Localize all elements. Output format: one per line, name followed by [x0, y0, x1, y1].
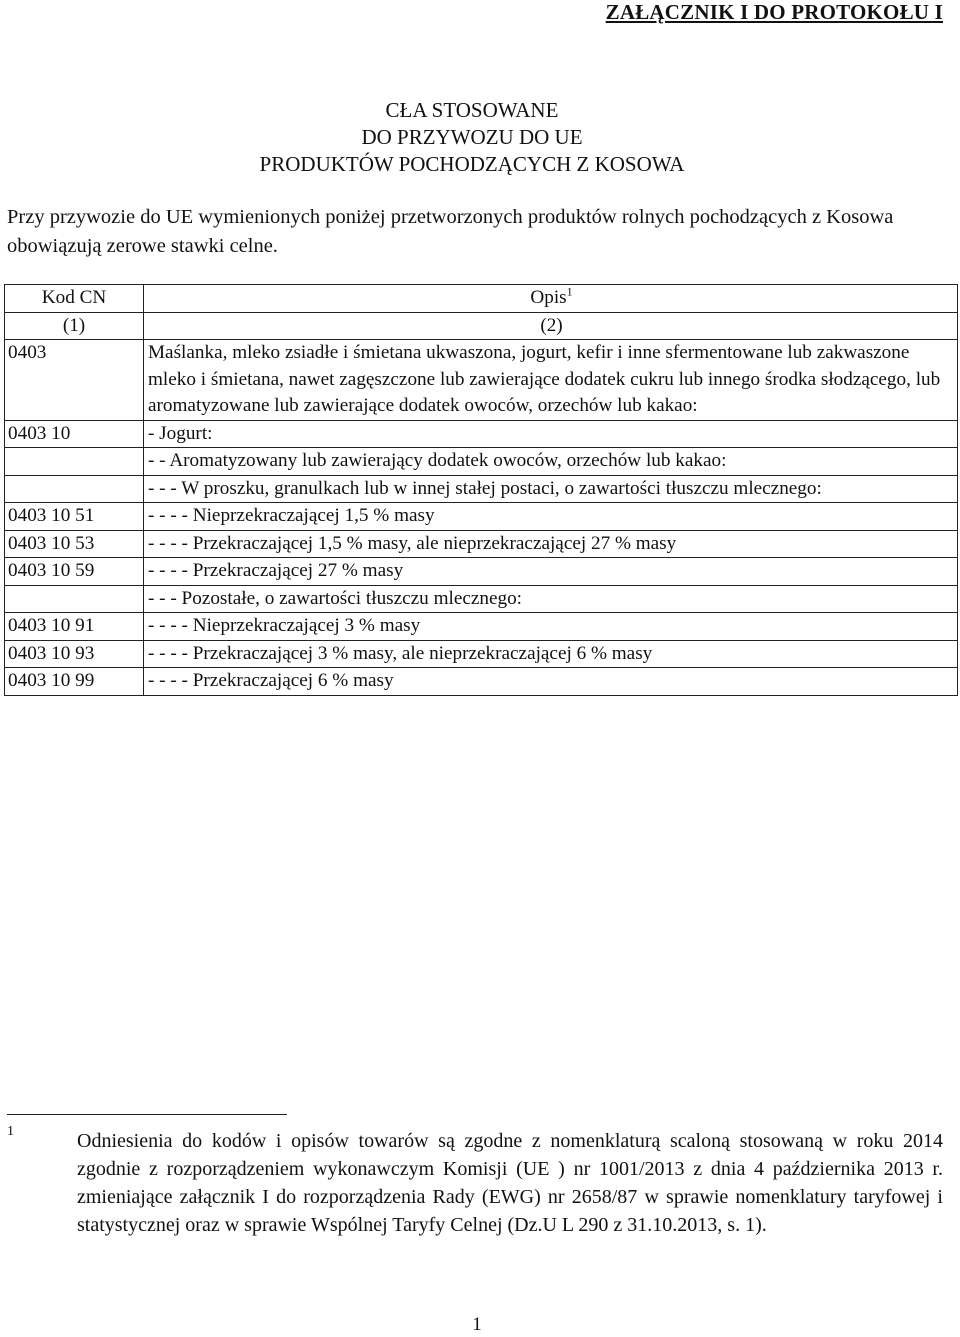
table-header-row: [5, 285, 958, 313]
cn-code-cell: 0403 10 59: [5, 558, 144, 586]
cn-code-cell: 0403 10 99: [5, 668, 144, 696]
tariff-table: [4, 284, 958, 696]
page-number: 1: [472, 1314, 482, 1335]
header-desc-cell: [144, 285, 958, 313]
table-row: [5, 613, 958, 641]
table-subheader-row: [5, 312, 958, 340]
table-row: [5, 340, 958, 421]
title-line-1: CŁA STOSOWANE: [385, 98, 559, 122]
table-row: [5, 503, 958, 531]
footnote-separator: [7, 1114, 287, 1115]
table-row: [5, 475, 958, 503]
annex-heading: ZAŁĄCZNIK I DO PROTOKOŁU I: [605, 0, 943, 24]
document-title: [0, 97, 944, 178]
description-cell: - - - - Nieprzekraczającej 3 % masy: [144, 613, 958, 641]
description-cell: - - - - Przekraczającej 3 % masy, ale nieprzekraczającej 6 % masy: [144, 640, 958, 668]
subheader-desc-cell: (2): [144, 312, 958, 340]
table-row: [5, 668, 958, 696]
footnote-reference: 1: [566, 284, 573, 299]
table-row: [5, 558, 958, 586]
description-cell: Maślanka, mleko zsiadłe i śmietana ukwaszona, jogurt, kefir i inne sfermentowane lub zakwaszone mleko i śmietana, nawet zagęszczone lub zawierające dodatek cukru lub innego środka słodzącego, lub aromatyzowane lub zawierające dodatek owoców, orzechów lub kakao:: [144, 340, 958, 421]
description-cell: - - - - Przekraczającej 6 % masy: [144, 668, 958, 696]
table-row: [5, 640, 958, 668]
cn-code-cell: 0403 10 53: [5, 530, 144, 558]
table-row: [5, 448, 958, 476]
cn-code-cell: [5, 585, 144, 613]
cn-code-cell: 0403 10: [5, 420, 144, 448]
header-desc-label: Opis: [530, 287, 567, 308]
cn-code-cell: 0403 10 91: [5, 613, 144, 641]
subheader-code-cell: (1): [5, 312, 144, 340]
title-line-2: DO PRZYWOZU DO UE: [361, 125, 583, 149]
description-cell: - - - - Nieprzekraczającej 1,5 % masy: [144, 503, 958, 531]
cn-code-cell: 0403 10 51: [5, 503, 144, 531]
description-cell: - - - - Przekraczającej 1,5 % masy, ale nieprzekraczającej 27 % masy: [144, 530, 958, 558]
description-cell: - Jogurt:: [144, 420, 958, 448]
table-row: [5, 530, 958, 558]
title-line-3: PRODUKTÓW POCHODZĄCYCH Z KOSOWA: [259, 152, 685, 176]
description-cell: - - - Pozostałe, o zawartości tłuszczu mlecznego:: [144, 585, 958, 613]
table-row: [5, 420, 958, 448]
description-cell: - - - W proszku, granulkach lub w innej stałej postaci, o zawartości tłuszczu mlecznego:: [144, 475, 958, 503]
cn-code-cell: [5, 448, 144, 476]
description-cell: - - - - Przekraczającej 27 % masy: [144, 558, 958, 586]
intro-paragraph: Przy przywozie do UE wymienionych poniżej przetworzonych produktów rolnych pochodzących z Kosowa obowiązują zerowe stawki celne.: [7, 206, 894, 257]
description-cell: - - Aromatyzowany lub zawierający dodatek owoców, orzechów lub kakao:: [144, 448, 958, 476]
header-code-cell: Kod CN: [5, 285, 144, 313]
footnote-text: Odniesienia do kodów i opisów towarów są zgodne z nomenklaturą scaloną stosowaną w roku 2014 zgodnie z rozporządzeniem wykonawczym Komisji (UE ) nr 1001/2013 z dnia 4 października 2013 r. zmieniające załącznik I do rozporządzenia Rady (EWG) nr 2658/87 w sprawie nomenklatury taryfowej i statystycznej oraz w sprawie Wspólnej Taryfy Celnej (Dz.U L 290 z 31.10.2013, s. 1).: [77, 1130, 943, 1236]
table-row: [5, 585, 958, 613]
cn-code-cell: 0403: [5, 340, 144, 421]
cn-code-cell: 0403 10 93: [5, 640, 144, 668]
footnote-mark: 1: [7, 1124, 14, 1139]
cn-code-cell: [5, 475, 144, 503]
